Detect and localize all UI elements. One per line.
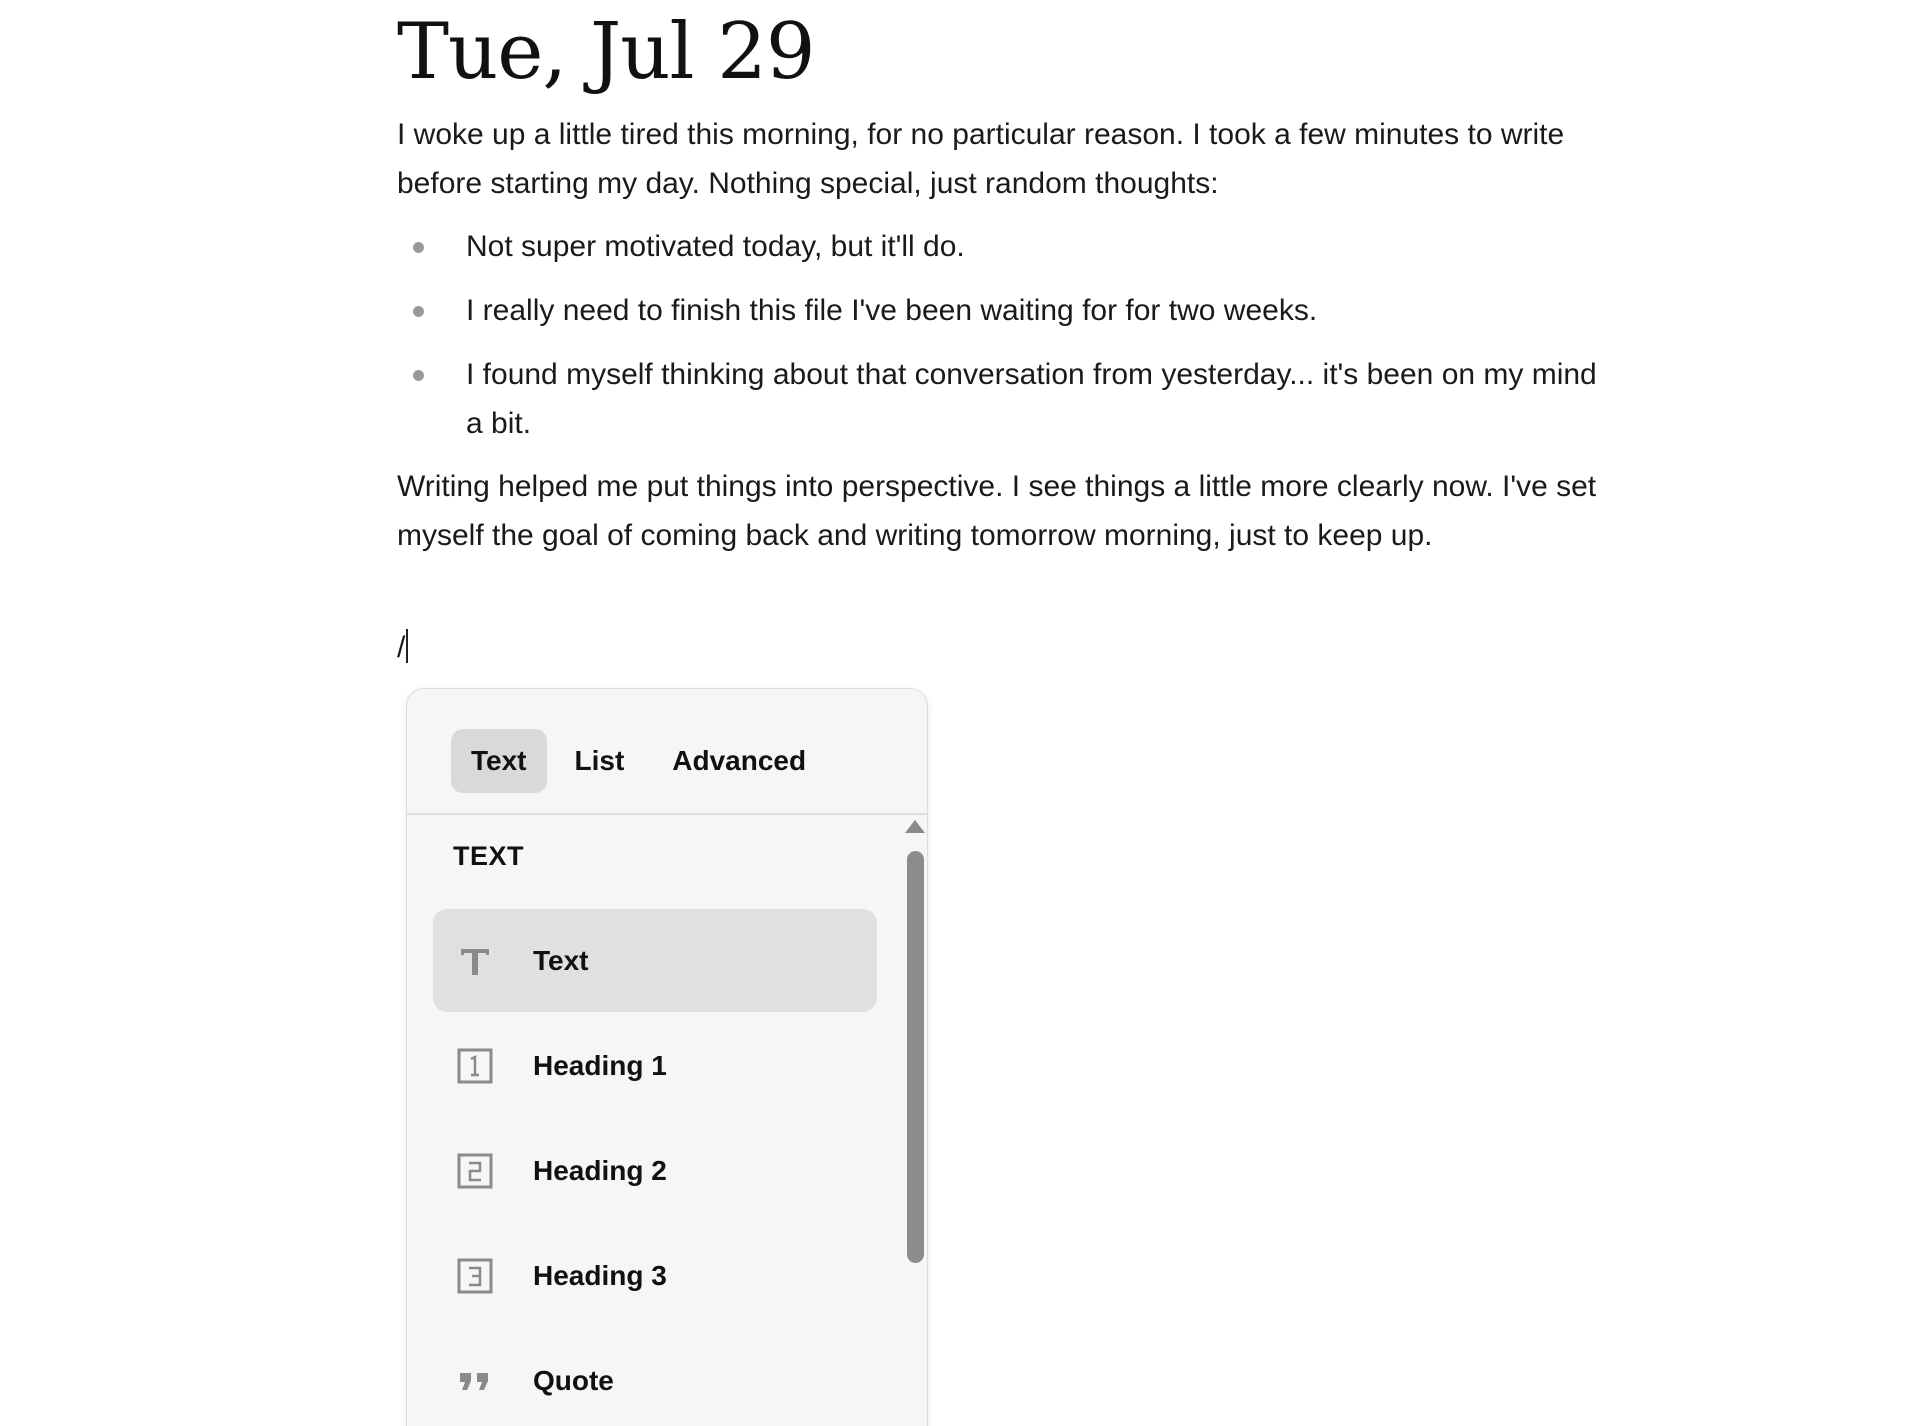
menu-item-label: Text [533, 945, 589, 976]
slash-command-menu [406, 688, 928, 1426]
tab-text[interactable]: Text [451, 729, 547, 793]
menu-item-label: Heading 2 [533, 1155, 667, 1186]
current-input-line[interactable] [397, 624, 408, 672]
page-title[interactable]: Tue, Jul 29 [397, 7, 815, 97]
menu-tabs [451, 729, 826, 793]
heading-2-icon [457, 1153, 493, 1189]
menu-item-heading-3[interactable] [433, 1224, 877, 1327]
menu-item-heading-2[interactable] [433, 1119, 877, 1222]
intro-paragraph[interactable]: I woke up a little tired this morning, for no particular reason. I took a few minutes to write before starting my day. Nothing special, just random thoughts: [397, 118, 1565, 200]
closing-paragraph[interactable]: Writing helped me put things into perspective. I see things a little more clearly now. I've set myself the goal of coming back and writing tomorrow morning, just to keep up. [397, 470, 1597, 552]
menu-item-heading-1[interactable] [433, 1014, 877, 1117]
bullet-dot [413, 370, 424, 381]
menu-item-label: Quote [533, 1365, 614, 1396]
list-item-text: I found myself thinking about that conversation from yesterday... it's been on my mind a bit. [466, 358, 1597, 440]
heading-3-icon [457, 1258, 493, 1294]
tab-list[interactable]: List [574, 745, 625, 776]
scroll-up-arrow-icon[interactable] [905, 820, 925, 833]
heading-1-icon [457, 1048, 493, 1084]
list-item[interactable] [397, 287, 1597, 336]
menu-item-quote[interactable] [433, 1329, 877, 1426]
menu-divider [407, 813, 927, 815]
menu-item-label: Heading 1 [533, 1050, 667, 1081]
menu-item-text[interactable] [433, 909, 877, 1012]
section-label: TEXT [453, 841, 525, 871]
text-caret [406, 629, 408, 663]
bullet-list [397, 223, 1597, 464]
menu-scrollbar[interactable] [907, 851, 924, 1263]
list-item[interactable] [397, 223, 1597, 272]
list-item-text: Not super motivated today, but it'll do. [466, 230, 965, 263]
text-t-icon [457, 943, 493, 979]
menu-item-label: Heading 3 [533, 1260, 667, 1291]
bullet-dot [413, 242, 424, 253]
list-item-text: I really need to finish this file I've been waiting for for two weeks. [466, 294, 1318, 327]
slash-command-text: / [397, 631, 406, 664]
quote-icon [457, 1363, 493, 1399]
tab-advanced[interactable]: Advanced [672, 745, 807, 776]
bullet-dot [413, 306, 424, 317]
list-item[interactable] [397, 351, 1597, 448]
menu-item-list [433, 909, 877, 1426]
